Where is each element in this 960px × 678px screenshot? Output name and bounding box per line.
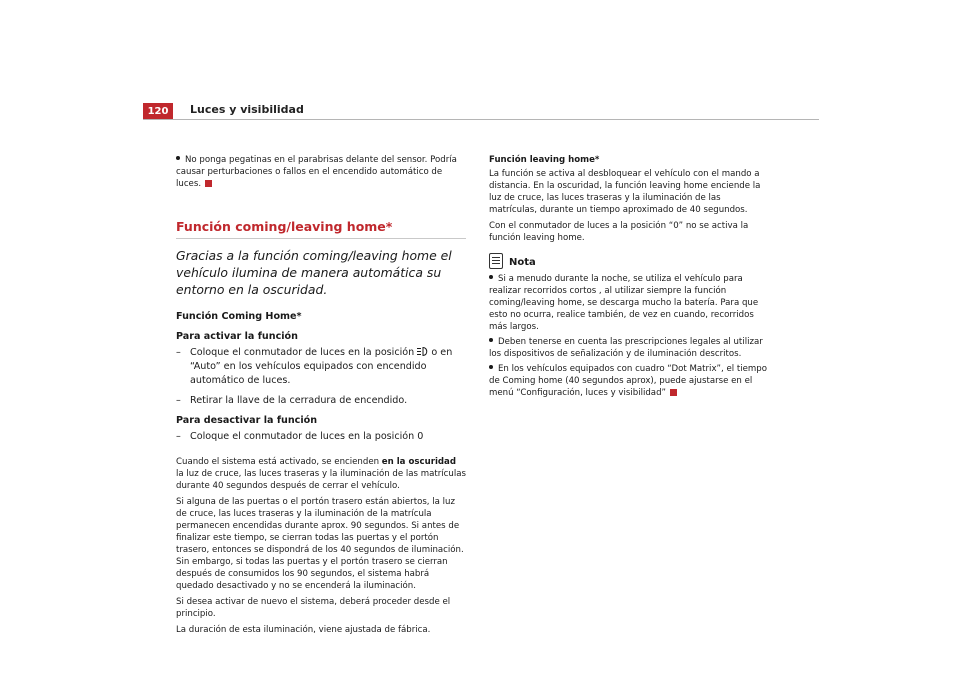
activate-step-2 [176,394,466,408]
note-item-3-text: En los vehículos equipados con cuadro “Dot Matrix”, el tiempo de Coming home (40 segundos aprox), puede ajustarse en el menú “Configuración, luces y visibilidad” [489,364,767,398]
right-paragraph-1: La función se activa al desbloquear el vehículo con el mando a distancia. En la oscuridad, la función leaving home enciende la luz de cruce, las luces traseras y la iluminación de las matrículas, durante un tiempo aproximado de 40 segundos. [489,169,761,215]
body-p1-b: la luz de cruce, las luces traseras y la iluminación de las matrículas durante 40 segundos después de cerrar el vehículo. [176,469,466,491]
activate-step-2-text: Retirar la llave de la cerradura de encendido. [190,395,408,406]
body-paragraph-1 [176,456,466,492]
headlight-icon [417,347,428,356]
body-p1-bold: en la oscuridad [381,457,456,467]
note-item-1 [489,273,771,333]
note-heading [489,253,771,269]
body-paragraph-3: Si desea activar de nuevo el sistema, deberá proceder desde el principio. [176,597,451,619]
bullet-icon [489,275,493,279]
activate-step-1a: Coloque el conmutador de luces en la posición [190,347,415,358]
deactivate-step-1 [176,430,466,444]
running-title: Luces y visibilidad [190,103,304,116]
header-rule [143,119,819,120]
page-number-text: 120 [147,106,169,117]
right-column [489,154,771,399]
activate-heading: Para activar la función [176,331,298,342]
note-item-2 [489,336,771,360]
left-column [176,154,466,636]
top-note-text: No ponga pegatinas en el parabrisas delante del sensor. Podría causar perturbaciones o fallos en el encendido automático de luces. [176,155,457,189]
subheading-leaving-home: Función leaving home* [489,155,600,165]
section-title: Función coming/leaving home* [176,219,466,239]
step-dash: – [176,347,181,358]
note-item-3 [489,363,771,399]
note-item-2-text: Deben tenerse en cuenta las prescripciones legales al utilizar los dispositivos de señalización y de iluminación descritos. [489,337,763,359]
body-paragraph-2: Si alguna de las puertas o el portón trasero están abiertos, la luz de cruce, las luces traseras y la iluminación de la matrícula permanecen encendidas durante aprox. 90 segundos. Si antes de finalizar este tiempo, se cierran todas las puertas y el portón trasero, entonces se dispondrá de los 40 segundos de iluminación. Sin embargo, si todas las puertas y el portón trasero se cierran después de consumidos los 90 segundos, el sistema habrá quedado desactivado y no se encenderá la iluminación. [176,497,464,591]
section-intro: Gracias a la función coming/leaving home el vehículo ilumina de manera automática su entorno en la oscuridad. [176,248,452,297]
deactivate-step-1-text: Coloque el conmutador de luces en la posición 0 [190,431,424,442]
body-p1-a: Cuando el sistema está activado, se encienden [176,457,380,467]
bullet-icon [489,365,493,369]
end-mark-icon [205,180,212,187]
note-item-1-text: Si a menudo durante la noche, se utiliza el vehículo para realizar recorridos cortos , al utilizar siempre la función coming/leaving home, se descarga mucho la batería. Para que esto no ocurra, realice también, de vez en cuando, recorridos más largos. [489,274,759,332]
note-icon [489,253,503,269]
top-note [176,154,466,190]
note-label: Nota [509,257,536,268]
right-paragraph-2: Con el conmutador de luces a la posición “0” no se activa la función leaving home. [489,221,749,243]
deactivate-heading: Para desactivar la función [176,415,318,426]
bullet-icon [489,338,493,342]
activate-step-1 [176,346,466,388]
subheading-coming-home: Función Coming Home* [176,311,302,322]
step-dash: – [176,395,181,406]
bullet-icon [176,156,180,160]
page-number [143,103,173,120]
step-dash: – [176,431,181,442]
end-mark-icon [670,389,677,396]
activate-step-1b: o en “Auto” en los vehículos equipados con encendido automático de luces. [190,347,453,386]
body-paragraph-4: La duración de esta iluminación, viene ajustada de fábrica. [176,625,431,635]
